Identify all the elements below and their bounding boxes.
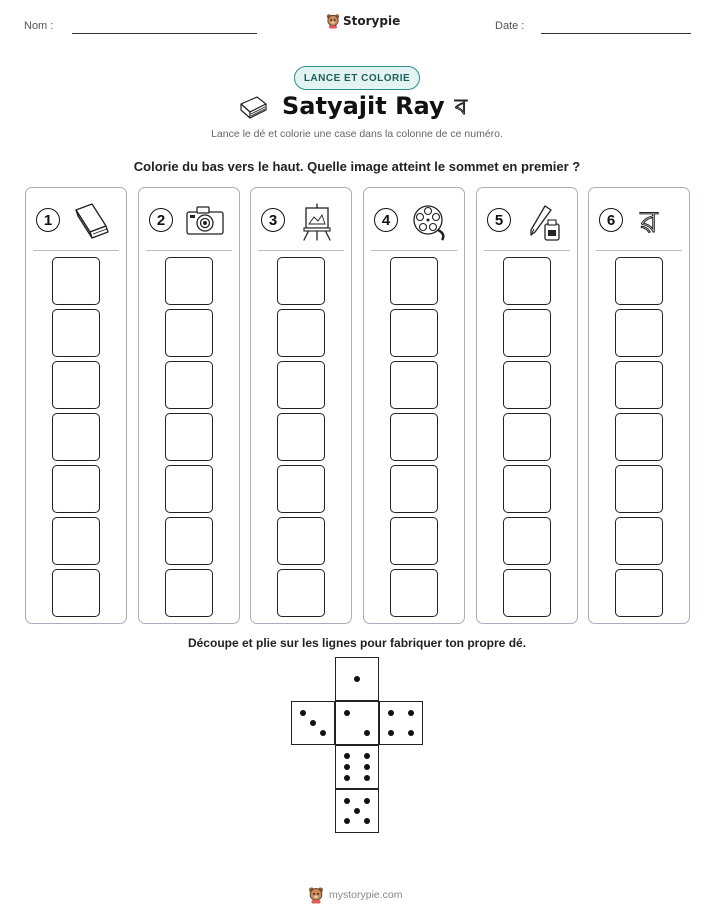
die-pip bbox=[344, 764, 350, 770]
brand-name: Storypie bbox=[343, 14, 401, 28]
column-number: 4 bbox=[374, 208, 398, 232]
column-number: 5 bbox=[487, 208, 511, 232]
coloring-instruction: Colorie du bas vers le haut. Quelle image atteint le sommet en premier ? bbox=[133, 159, 581, 174]
svg-text:ব: ব bbox=[454, 95, 468, 120]
die-instruction: Découpe et plie sur les lignes pour fabriquer ton propre dé. bbox=[187, 636, 527, 650]
color-cell[interactable] bbox=[277, 361, 325, 409]
camera-icon bbox=[183, 202, 227, 242]
activity-badge: LANCE ET COLORIE bbox=[294, 66, 420, 90]
die-face-6 bbox=[335, 745, 379, 789]
die-pip bbox=[364, 775, 370, 781]
die-pip bbox=[310, 720, 316, 726]
color-cell[interactable] bbox=[390, 413, 438, 461]
color-cell[interactable] bbox=[390, 569, 438, 617]
color-cell[interactable] bbox=[503, 517, 551, 565]
color-cell[interactable] bbox=[503, 309, 551, 357]
die-pip bbox=[344, 818, 350, 824]
bengali-letter-icon bbox=[447, 92, 475, 120]
die-pip bbox=[354, 808, 360, 814]
color-cell[interactable] bbox=[277, 465, 325, 513]
die-pip bbox=[364, 730, 370, 736]
book-icon bbox=[237, 94, 269, 122]
brand-logo bbox=[326, 13, 400, 29]
color-cell[interactable] bbox=[52, 569, 100, 617]
footer bbox=[308, 886, 403, 904]
die-face-4 bbox=[379, 701, 423, 745]
color-cell[interactable] bbox=[165, 257, 213, 305]
color-cell[interactable] bbox=[165, 569, 213, 617]
color-cell[interactable] bbox=[503, 413, 551, 461]
subtitle: Lance le dé et colorie une case dans la colonne de ce numéro. bbox=[211, 128, 503, 140]
die-pip bbox=[320, 730, 326, 736]
color-cell[interactable] bbox=[52, 413, 100, 461]
footer-url[interactable]: mystorypie.com bbox=[329, 889, 403, 901]
die-pip bbox=[344, 710, 350, 716]
die-pip bbox=[364, 798, 370, 804]
column-6 bbox=[588, 187, 690, 624]
die-pip bbox=[300, 710, 306, 716]
color-cell[interactable] bbox=[390, 257, 438, 305]
name-line bbox=[72, 33, 257, 34]
color-cell[interactable] bbox=[503, 257, 551, 305]
color-cell[interactable] bbox=[390, 309, 438, 357]
column-divider bbox=[371, 250, 457, 251]
column-divider bbox=[258, 250, 344, 251]
die-face-1 bbox=[335, 657, 379, 701]
date-line bbox=[541, 33, 691, 34]
color-cell[interactable] bbox=[52, 257, 100, 305]
color-cell[interactable] bbox=[615, 361, 663, 409]
color-cell[interactable] bbox=[277, 569, 325, 617]
column-1 bbox=[25, 187, 127, 624]
color-cell[interactable] bbox=[52, 361, 100, 409]
color-cell[interactable] bbox=[165, 361, 213, 409]
color-cell[interactable] bbox=[615, 257, 663, 305]
column-number: 6 bbox=[599, 208, 623, 232]
die-pip bbox=[388, 710, 394, 716]
svg-text:ৱ: ৱ bbox=[640, 205, 658, 240]
column-2 bbox=[138, 187, 240, 624]
fountain-pen-icon bbox=[521, 202, 565, 242]
color-cell[interactable] bbox=[390, 361, 438, 409]
column-divider bbox=[33, 250, 119, 251]
die-pip bbox=[344, 798, 350, 804]
die-face-5 bbox=[335, 789, 379, 833]
color-cell[interactable] bbox=[615, 309, 663, 357]
color-cell[interactable] bbox=[615, 569, 663, 617]
column-divider bbox=[596, 250, 682, 251]
column-number: 2 bbox=[149, 208, 173, 232]
color-cell[interactable] bbox=[52, 517, 100, 565]
die-pip bbox=[408, 710, 414, 716]
column-5 bbox=[476, 187, 578, 624]
color-cell[interactable] bbox=[390, 517, 438, 565]
color-cell[interactable] bbox=[503, 361, 551, 409]
die-pip bbox=[364, 764, 370, 770]
bengali-letter-icon bbox=[633, 202, 677, 242]
color-cell[interactable] bbox=[390, 465, 438, 513]
column-divider bbox=[146, 250, 232, 251]
die-pip bbox=[408, 730, 414, 736]
color-cell[interactable] bbox=[615, 517, 663, 565]
color-cell[interactable] bbox=[165, 309, 213, 357]
column-4 bbox=[363, 187, 465, 624]
page-title: Satyajit Ray bbox=[282, 92, 445, 120]
color-cell[interactable] bbox=[615, 413, 663, 461]
column-divider bbox=[484, 250, 570, 251]
die-face-2 bbox=[335, 701, 379, 745]
easel-icon bbox=[295, 202, 339, 242]
color-cell[interactable] bbox=[277, 413, 325, 461]
color-cell[interactable] bbox=[165, 413, 213, 461]
die-pip bbox=[364, 753, 370, 759]
film-reel-icon bbox=[408, 202, 452, 242]
column-number: 3 bbox=[261, 208, 285, 232]
die-pip bbox=[344, 775, 350, 781]
name-label: Nom : bbox=[24, 20, 54, 32]
storypie-mascot-icon bbox=[326, 13, 340, 29]
color-cell[interactable] bbox=[615, 465, 663, 513]
color-cell[interactable] bbox=[52, 309, 100, 357]
color-cell[interactable] bbox=[165, 517, 213, 565]
color-cell[interactable] bbox=[277, 517, 325, 565]
color-cell[interactable] bbox=[503, 465, 551, 513]
column-number: 1 bbox=[36, 208, 60, 232]
die-face-3 bbox=[291, 701, 335, 745]
die-pip bbox=[344, 753, 350, 759]
date-label: Date : bbox=[495, 20, 525, 32]
column-3 bbox=[250, 187, 352, 624]
storypie-mascot-icon bbox=[308, 886, 324, 904]
die-pip bbox=[388, 730, 394, 736]
die-pip bbox=[364, 818, 370, 824]
color-cell[interactable] bbox=[503, 569, 551, 617]
book-icon bbox=[70, 202, 114, 242]
color-cell[interactable] bbox=[277, 257, 325, 305]
color-cell[interactable] bbox=[52, 465, 100, 513]
die-pip bbox=[354, 676, 360, 682]
color-cell[interactable] bbox=[277, 309, 325, 357]
color-cell[interactable] bbox=[165, 465, 213, 513]
